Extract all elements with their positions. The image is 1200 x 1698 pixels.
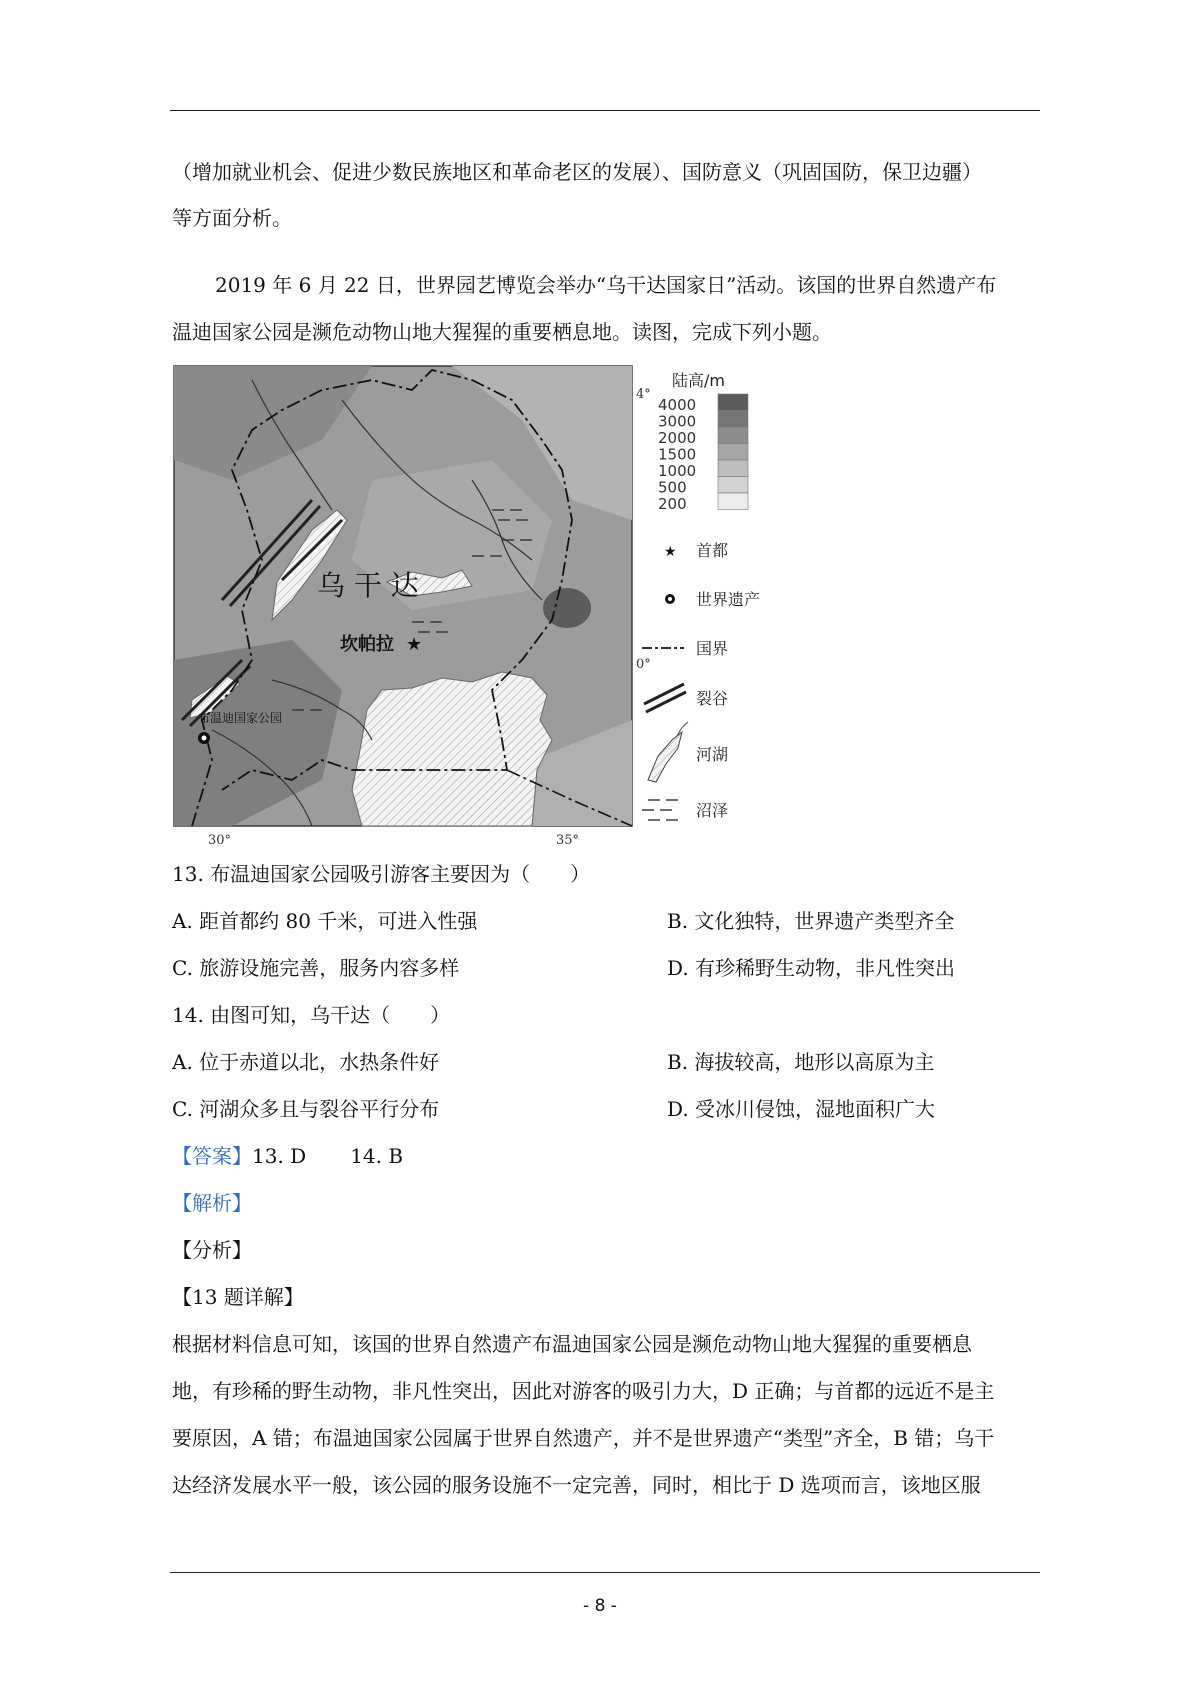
legend-capital-icon: ★	[664, 544, 677, 560]
detail-line-3: 要原因，A 错；布温迪国家公园属于世界自然遗产，并不是世界遗产“类型”齐全，B 错；乌干	[172, 1426, 995, 1450]
q13-stem: 13. 布温迪国家公园吸引游客主要因为（ ）	[172, 862, 591, 886]
legend-river-lake-icon	[648, 732, 682, 782]
lat-label-0: 0°	[636, 657, 651, 672]
legend-capital-label: 首都	[696, 541, 729, 560]
elevation-label-1000: 1000	[658, 462, 697, 480]
legend-swamp-icon	[642, 800, 678, 820]
lake-victoria	[352, 672, 552, 826]
q13-option-d: D. 有珍稀野生动物，非凡性突出	[667, 956, 956, 980]
footer-rule	[170, 1572, 1040, 1573]
map-legend	[642, 371, 760, 820]
elevation-scale	[658, 394, 748, 513]
page-number: - 8 -	[583, 1596, 617, 1616]
answer-14: 14. B	[350, 1144, 404, 1168]
elevation-label-4000: 4000	[658, 396, 697, 414]
park-label: 布温迪国家公园	[198, 711, 283, 725]
elevation-swatch-3000	[718, 411, 748, 428]
detail-line-2: 地，有珍稀的野生动物，非凡性突出，因此对游客的吸引力大，D 正确；与首都的远近不是主	[172, 1379, 995, 1403]
legend-river-lake-label: 河湖	[696, 745, 729, 764]
elevation-swatch-1000	[718, 460, 748, 477]
legend-heritage-label: 世界遗产	[696, 590, 761, 609]
q14-option-b: B. 海拔较高，地形以高原为主	[667, 1050, 935, 1074]
answer-line	[172, 1142, 403, 1170]
elevation-label-200: 200	[658, 495, 687, 513]
elevation-swatch-4000	[718, 394, 748, 411]
capital-label: 坎帕拉	[340, 634, 394, 655]
legend-swamp-label: 沼泽	[696, 801, 729, 820]
elevation-label-500: 500	[658, 478, 687, 497]
uganda-map-figure	[172, 360, 812, 846]
material-line-1: 2019 年 6 月 22 日，世界园艺博览会举办“乌干达国家日”活动。该国的世界自然遗产布	[215, 273, 997, 297]
lon-label-30: 30°	[208, 833, 232, 846]
capital-star-icon: ★	[406, 634, 423, 655]
q13-option-b: B. 文化独特，世界遗产类型齐全	[667, 909, 955, 933]
legend-rift-label: 裂谷	[696, 689, 729, 708]
legend-rift-icon	[644, 684, 686, 712]
lat-label-4: 4°	[636, 387, 651, 402]
elevation-swatch-2000	[718, 427, 748, 444]
detail-line-1: 根据材料信息可知，该国的世界自然遗产布温迪国家公园是濒危动物山地大猩猩的重要栖息	[172, 1332, 972, 1356]
detail-tag: 【13 题详解】	[172, 1285, 304, 1309]
fenxi-tag: 【分析】	[172, 1238, 252, 1262]
q14-stem: 14. 由图可知，乌干达（ ）	[172, 1003, 451, 1027]
country-label: 乌 干 达	[317, 569, 419, 602]
elevation-label-2000: 2000	[658, 429, 697, 447]
q13-option-a: A. 距首都约 80 千米，可进入性强	[172, 909, 478, 933]
q14-option-d: D. 受冰川侵蚀，湿地面积广大	[667, 1097, 936, 1121]
q14-option-c: C. 河湖众多且与裂谷平行分布	[172, 1097, 440, 1121]
q14-option-a: A. 位于赤道以北，水热条件好	[172, 1050, 440, 1074]
elevation-swatch-500	[718, 477, 748, 494]
lon-label-35: 35°	[556, 833, 580, 846]
material-line-2: 温迪国家公园是濒危动物山地大猩猩的重要栖息地。读图，完成下列小题。	[172, 320, 832, 344]
answer-13: 13. D	[252, 1144, 307, 1168]
intro-line-2: 等方面分析。	[172, 206, 292, 230]
legend-border-label: 国界	[696, 639, 729, 658]
intro-line-1: （增加就业机会、促进少数民族地区和革命老区的发展）、国防意义（巩固国防，保卫边疆）	[172, 160, 982, 184]
elevation-swatch-1500	[718, 444, 748, 461]
answer-tag: 【答案】	[172, 1144, 252, 1168]
legend-title: 陆高/m	[672, 371, 725, 390]
q13-option-c: C. 旅游设施完善，服务内容多样	[172, 956, 460, 980]
elevation-swatch-200	[718, 493, 748, 510]
elevation-label-1500: 1500	[658, 445, 697, 464]
analysis-tag: 【解析】	[172, 1191, 252, 1215]
detail-line-4: 达经济发展水平一般，该公园的服务设施不一定完善，同时，相比于 D 选项而言，该地区服	[172, 1473, 981, 1497]
header-rule	[170, 110, 1040, 111]
elevation-label-3000: 3000	[658, 412, 697, 431]
map-area	[174, 366, 632, 826]
